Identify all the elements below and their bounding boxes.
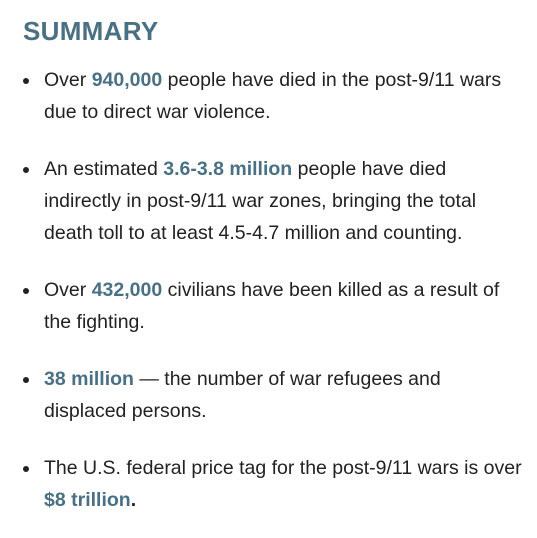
item-highlight: 940,000 [91, 69, 163, 91]
bullet-icon [23, 78, 29, 84]
item-highlight: 38 million [44, 368, 134, 390]
item-text-before: Over [44, 69, 92, 91]
bullet-icon [23, 288, 29, 294]
item-text-before: The U.S. federal price tag for the post-9/11 wars is over [44, 457, 522, 479]
list-item-refugees [23, 363, 528, 427]
bullet-icon [23, 377, 29, 383]
item-text-before: An estimated [44, 158, 164, 180]
list-item-deaths-direct [23, 64, 528, 128]
summary-list [23, 64, 528, 516]
item-text-after: people have died indirectly in post-9/11 war zones, bringing the total death toll to at least 4.5-4.7 million and counting. [44, 158, 477, 244]
item-tail-period: . [130, 489, 137, 511]
item-text-after: civilians have been killed as a result of the fighting. [44, 279, 500, 333]
list-item-price-tag [23, 452, 528, 516]
summary-heading: SUMMARY [23, 16, 159, 46]
item-highlight: $8 trillion [44, 489, 131, 511]
item-highlight: 3.6-3.8 million [163, 158, 293, 180]
item-text-after: people have died in the post-9/11 wars due to direct war violence. [44, 69, 502, 123]
item-text-before: Over [44, 279, 92, 301]
bullet-icon [23, 466, 29, 472]
list-item-deaths-indirect [23, 153, 528, 249]
list-item-civilians-killed [23, 274, 528, 338]
item-text-after: — the number of war refugees and displaced persons. [44, 368, 441, 422]
summary-section [23, 14, 528, 516]
bullet-icon [23, 167, 29, 173]
item-highlight: 432,000 [91, 279, 163, 301]
